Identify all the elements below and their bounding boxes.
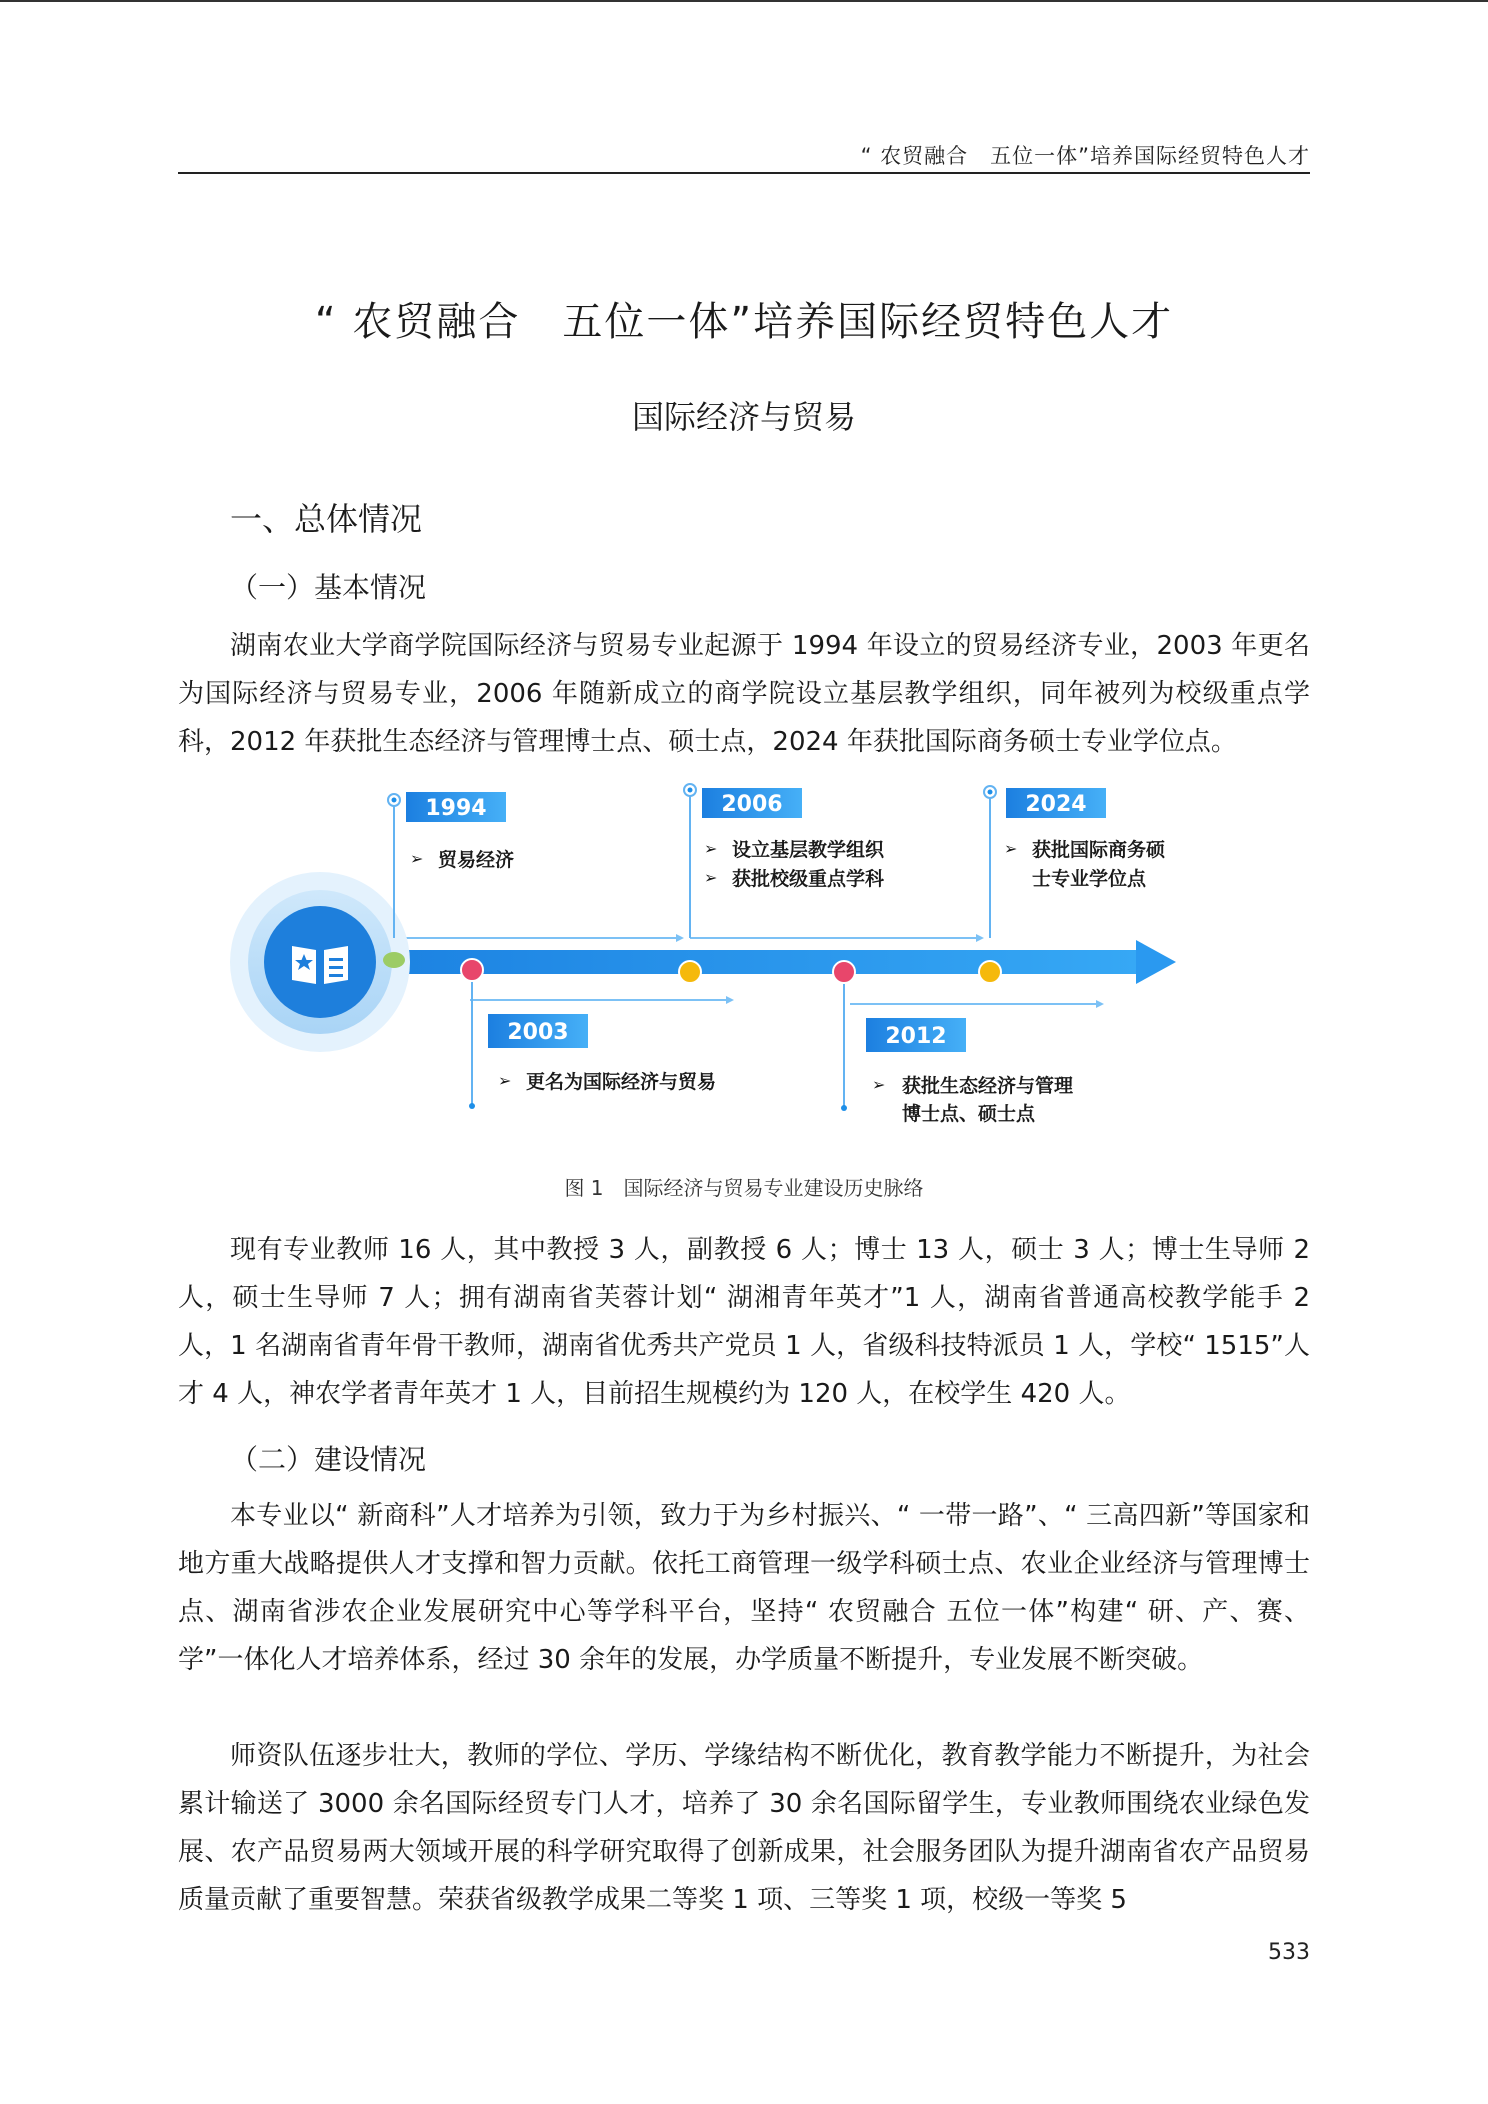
year-label-2024: 2024: [1025, 792, 1087, 817]
paragraph-construction-2: 师资队伍逐步壮大，教师的学位、学历、学缘结构不断优化，教育教学能力不断提升，为社会累计输送了 3000 余名国际经贸专门人才，培养了 30 余名国际留学生，专业教师围绕农业绿色发展、农产品贸易两大领域开展的科学研究取得了创新成果，社会服务团队为提升湖南省农产品贸易质量贡献了重要智慧。荣获省级教学成果二等奖 1 项、三等奖 1 项，校级一等奖 5: [178, 1741, 1310, 1915]
timeline-dot-2012: [833, 961, 855, 983]
bullet-icon: ➢: [410, 849, 424, 868]
figure-caption: 图 1 国际经济与贸易专业建设历史脉络: [564, 1176, 924, 1200]
timeline-emblem: [230, 872, 410, 1052]
year-label-2003: 2003: [507, 1020, 569, 1045]
milestone-text-2024-2: 士专业学位点: [1032, 868, 1147, 890]
page-title: “ 农贸融合 五位一体”培养国际经贸特色人才: [314, 299, 1174, 345]
milestone-text-2024-1: 获批国际商务硕: [1032, 839, 1166, 861]
bullet-icon: ➢: [704, 839, 718, 858]
milestone-text-2012-2: 博士点、硕士点: [902, 1103, 1036, 1125]
bullet-icon: ➢: [704, 868, 718, 887]
milestone-text-2003-1: 更名为国际经济与贸易: [526, 1071, 717, 1093]
paragraph-basic-info: 湖南农业大学商学院国际经济与贸易专业起源于 1994 年设立的贸易经济专业，2003 年更名为国际经济与贸易专业，2006 年随新成立的商学院设立基层教学组织，同年被列为校级重点学科，2012 年获批生态经济与管理博士点、硕士点，2024 年获批国际商务硕士专业学位点。: [178, 631, 1310, 757]
milestone-2003: [461, 959, 716, 1109]
milestone-text-2012-1: 获批生态经济与管理: [902, 1075, 1074, 1097]
header-rule: [178, 172, 1310, 174]
timeline-dot-2003: [461, 959, 483, 981]
page-subtitle: 国际经济与贸易: [631, 398, 856, 436]
milestone-2012: [833, 961, 1074, 1125]
subsection-heading-basic: （一）基本情况: [230, 571, 427, 604]
bullet-icon: ➢: [872, 1075, 886, 1094]
section-heading-overview: 一、总体情况: [230, 500, 423, 538]
timeline-dot-1994: [383, 952, 405, 968]
page-number: 533: [1268, 1940, 1310, 1965]
timeline-dot-2006: [679, 961, 701, 983]
paragraph-construction-1: 本专业以“ 新商科”人才培养为引领，致力于为乡村振兴、“ 一带一路”、“ 三高四新”等国家和地方重大战略提供人才支撑和智力贡献。依托工商管理一级学科硕士点、农业企业经济与管理博士点、湖南省涉农企业发展研究中心等学科平台，坚持“ 农贸融合 五位一体”构建“ 研、产、赛、学”一体化人才培养体系，经过 30 余年的发展，办学质量不断提升，专业发展不断突破。: [178, 1501, 1310, 1675]
bullet-icon: ➢: [498, 1071, 512, 1090]
year-label-1994: 1994: [425, 796, 487, 821]
year-label-2012: 2012: [885, 1024, 947, 1049]
milestone-text-2006-2: 获批校级重点学科: [732, 868, 885, 890]
paragraph-staff: 现有专业教师 16 人，其中教授 3 人，副教授 6 人；博士 13 人，硕士 3 人；博士生导师 2 人，硕士生导师 7 人；拥有湖南省芙蓉计划“ 湖湘青年英才”1 人，湖南省普通高校教学能手 2 人，1 名湖南省青年骨干教师，湖南省优秀共产党员 1 人，省级科技特派员 1 人，学校“ 1515”人才 4 人，神农学者青年英才 1 人，目前招生规模约为 120 人，在校学生 420 人。: [178, 1235, 1310, 1409]
milestone-text-1994-1: 贸易经济: [438, 849, 515, 871]
bullet-icon: ➢: [1004, 839, 1018, 858]
top-border-rule: [0, 0, 1488, 2]
running-header: “ 农贸融合 五位一体”培养国际经贸特色人才: [860, 144, 1310, 168]
year-label-2006: 2006: [721, 792, 783, 817]
timeline-figure: [230, 778, 1260, 1158]
timeline-arrow: [320, 940, 1176, 984]
subsection-heading-construction: （二）建设情况: [230, 1443, 427, 1476]
milestone-text-2006-1: 设立基层教学组织: [732, 839, 885, 861]
timeline-dot-2024: [979, 961, 1001, 983]
